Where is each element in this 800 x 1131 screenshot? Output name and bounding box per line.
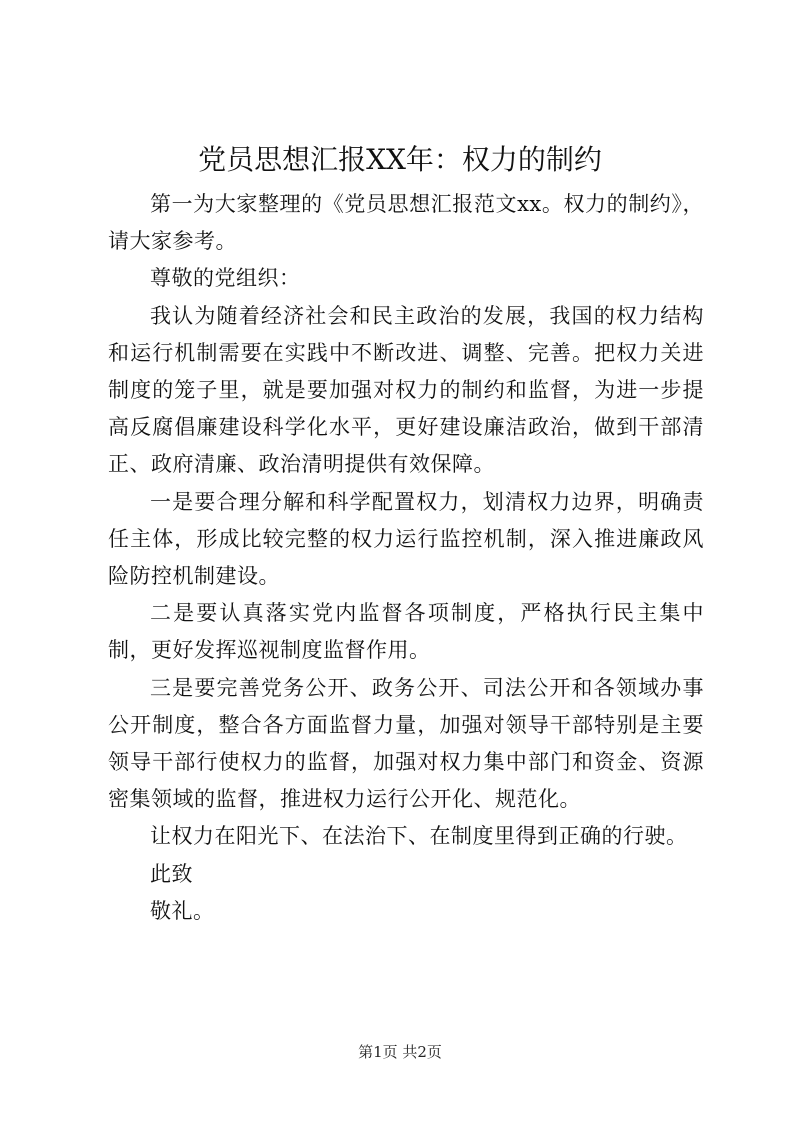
paragraph-closing: 此致 [150,861,193,886]
paragraph-main: 我认为随着经济社会和民主政治的发展，我国的权力结构和运行机制需要在实践中不断改进、调整、完善。把权力关进制度的笼子里，就是要加强对权力的制约和监督，为进一步提高反腐倡廉建设科学化水平，更好建设廉洁政治，做到干部清正、政府清廉、政治清明提供有效保障。 [108,303,704,477]
page-number-footer: 第1页 共2页 [358,1043,442,1061]
paragraph-regards: 敬礼。 [150,898,215,923]
paragraph-conclusion: 让权力在阳光下、在法治下、在制度里得到正确的行驶。 [150,824,688,849]
paragraph-point-two: 二是要认真落实党内监督各项制度，严格执行民主集中制，更好发挥巡视制度监督作用。 [108,601,704,663]
document-body [108,186,704,930]
paragraph-salutation: 尊敬的党组织： [150,266,301,291]
paragraph-point-one: 一是要合理分解和科学配置权力，划清权力边界，明确责任主体，形成比较完整的权力运行监控机制，深入推进廉政风险防控机制建设。 [108,489,704,589]
paragraph-intro: 第一为大家整理的《党员思想汇报范文xx。权力的制约》，请大家参考。 [108,192,704,254]
document-title: 党员思想汇报XX年：权力的制约 [198,143,602,176]
paragraph-point-three: 三是要完善党务公开、政务公开、司法公开和各领域办事公开制度，整合各方面监督力量，加强对领导干部特别是主要领导干部行使权力的监督，加强对权力集中部门和资金、资源密集领域的监督，推进权力运行公开化、规范化。 [108,675,704,812]
